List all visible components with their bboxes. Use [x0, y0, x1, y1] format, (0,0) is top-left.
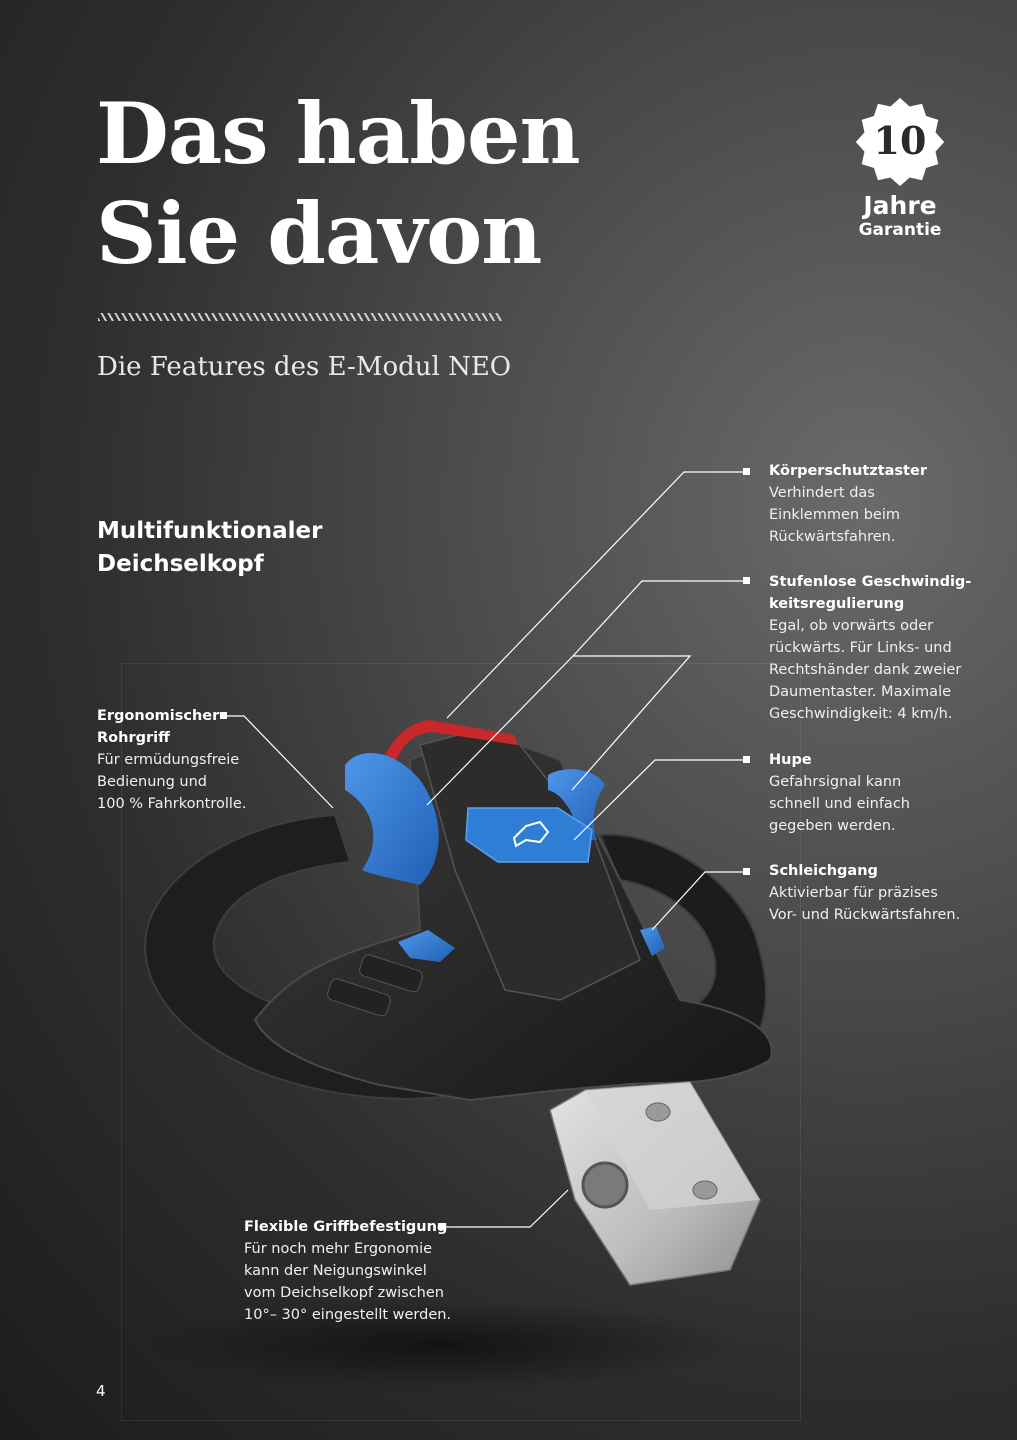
- callout-line-horn: [574, 760, 747, 840]
- callout-line-speed: [572, 581, 747, 790]
- feature-flexible-mount: [244, 1216, 451, 1326]
- feature-title: Hupe: [769, 752, 812, 768]
- feature-text: Verhindert das Einklemmen beim Rückwärtsfahren.: [769, 485, 900, 545]
- page-subtitle: Die Features des E-Modul NEO: [97, 352, 512, 382]
- feature-text: Gefahrsignal kann schnell und einfach gegeben werden.: [769, 774, 910, 834]
- bolt-2: [693, 1181, 717, 1199]
- warranty-label-guarantee: Garantie: [858, 220, 942, 240]
- feature-title: Stufenlose Geschwindig- keitsregulierung: [769, 574, 972, 612]
- feature-horn: [769, 749, 910, 837]
- bolt-1: [646, 1103, 670, 1121]
- warranty-years-number: 10: [873, 118, 927, 163]
- page-number: 4: [96, 1382, 106, 1400]
- feature-ergonomic-grip: [97, 705, 246, 815]
- feature-title: Ergonomischer Rohrgriff: [97, 708, 220, 746]
- feature-title: Schleichgang: [769, 863, 878, 879]
- callout-line-mount: [442, 1190, 568, 1227]
- feature-body-guard: [769, 460, 927, 548]
- feature-text: Egal, ob vorwärts oder rückwärts. Für Links- und Rechtshänder dank zweier Daumentaster. Maximale Geschwindigkeit: 4 km/h.: [769, 618, 962, 722]
- warranty-label-years: Jahre: [863, 191, 937, 220]
- feature-text: Aktivierbar für präzises Vor- und Rückwärtsfahren.: [769, 885, 961, 923]
- section-heading-line-1: Multifunktionaler: [97, 518, 323, 544]
- callout-line-body-guard: [447, 472, 747, 718]
- title-line-2: Sie davon: [96, 184, 542, 283]
- section-heading-line-2: Deichselkopf: [97, 551, 264, 577]
- feature-title: Körperschutztaster: [769, 463, 927, 479]
- title-line-1: Das haben: [96, 84, 580, 183]
- feature-speed-control: [769, 571, 971, 725]
- feature-creep-speed: [769, 860, 960, 926]
- feature-text: Für noch mehr Ergonomie kann der Neigungswinkel vom Deichselkopf zwischen 10°– 30° eingestellt werden.: [244, 1241, 452, 1323]
- feature-text: Für ermüdungsfreie Bedienung und 100 % Fahrkontrolle.: [97, 752, 247, 812]
- feature-title: Flexible Griffbefestigung: [244, 1219, 448, 1235]
- pivot-ring: [583, 1163, 627, 1207]
